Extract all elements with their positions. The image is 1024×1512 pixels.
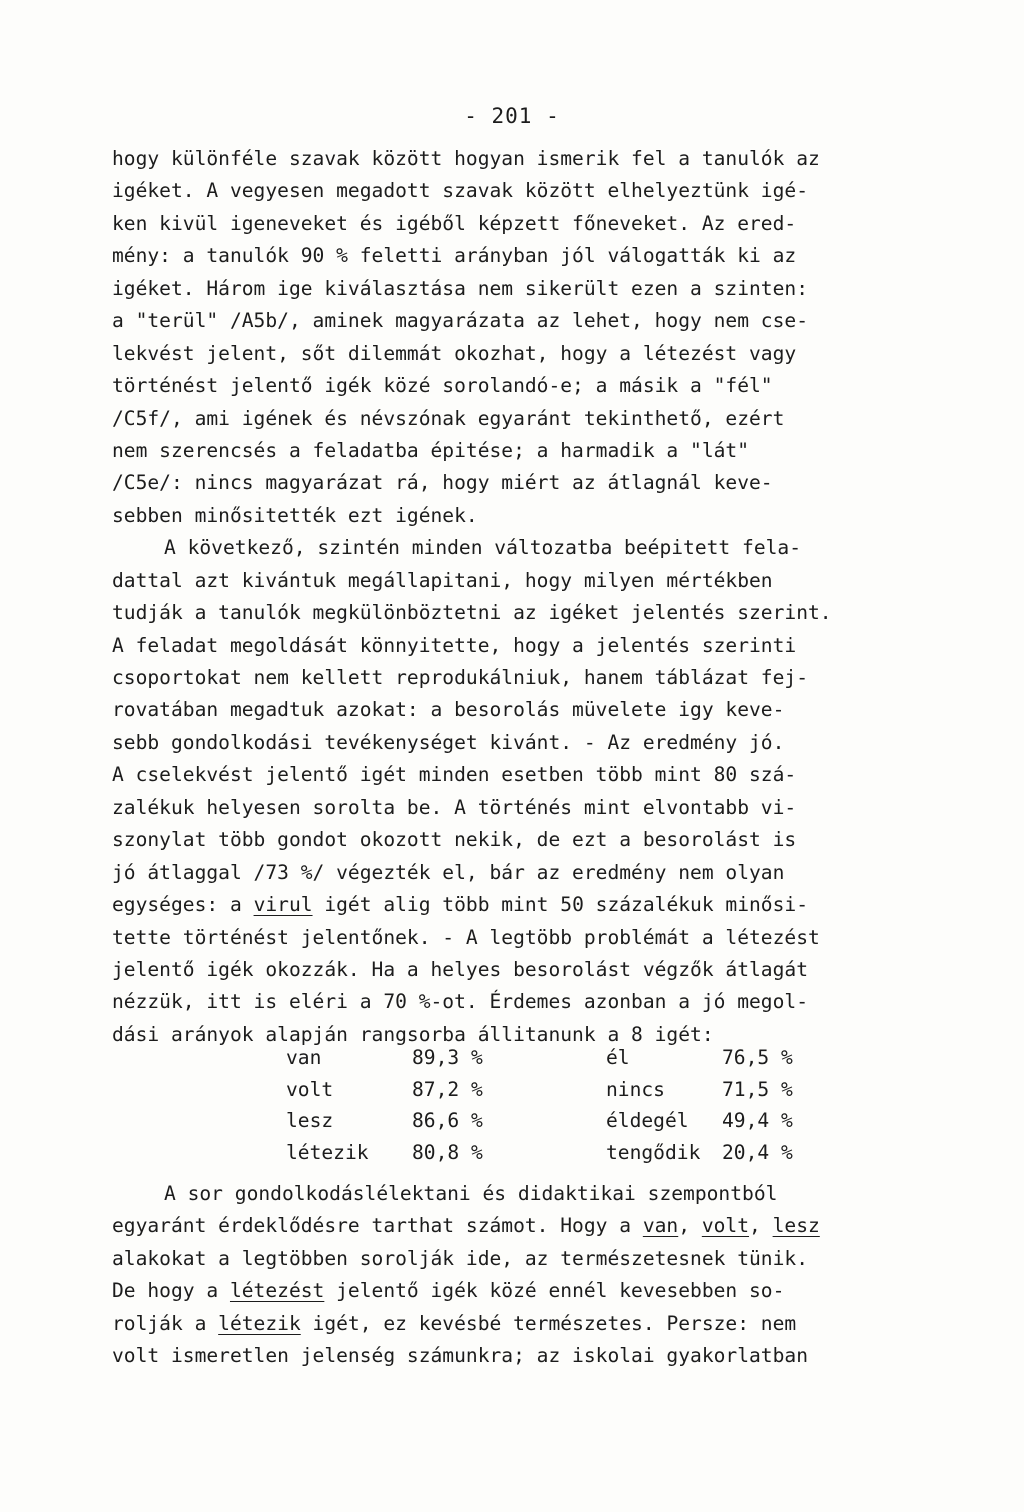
text-line: igéket. Három ige kiválasztása nem sikerült ezen a szinten: — [112, 276, 808, 300]
table-row — [286, 1137, 846, 1169]
text-line: A sor gondolkodáslélektani és didaktikai szempontból — [164, 1182, 778, 1205]
verb-ranking-table — [286, 1042, 846, 1168]
percent-cell: 20,4 % — [722, 1140, 793, 1164]
paragraph-1 — [112, 143, 912, 532]
underlined-word: létezést — [229, 1279, 325, 1303]
text-line: történést jelentő igék közé sorolandó-e; a másik a "fél" — [112, 374, 773, 398]
text-line: A cselekvést jelentő igét minden esetben több mint 80 szá- — [112, 763, 797, 787]
percent-cell: 87,2 % — [412, 1077, 483, 1101]
text-line: tette történést jelentőnek. - A legtöbb problémát a létezést — [112, 925, 820, 949]
underlined-word: lesz — [772, 1214, 820, 1238]
table-row — [286, 1074, 846, 1106]
underlined-word: virul — [253, 893, 313, 917]
text-line: sebben minősitették ezt igének. — [112, 503, 478, 527]
text-line: dattal azt kivántuk megállapitani, hogy milyen mértékben — [112, 568, 773, 592]
underlined-word: volt — [701, 1214, 750, 1238]
text-line: De hogy a létezést jelentő igék közé ennél kevesebben so- — [112, 1279, 785, 1303]
percent-cell: 89,3 % — [412, 1046, 483, 1069]
underlined-word: van — [642, 1214, 679, 1238]
text-line: egységes: a virul igét alig több mint 50 százalékuk minősi- — [112, 893, 808, 917]
paragraph-2 — [112, 532, 912, 1051]
text-line: mény: a tanulók 90 % feletti arányban jól válogatták ki az — [112, 244, 797, 268]
verb-cell: nincs — [606, 1077, 665, 1101]
text-line: rolják a létezik igét, ez kevésbé természetes. Persze: nem — [112, 1311, 797, 1335]
text-line: sebb gondolkodási tevékenységet kivánt. - Az eredmény jó. — [112, 730, 785, 754]
percent-cell: 49,4 % — [722, 1109, 793, 1132]
text-line: zalékuk helyesen sorolta be. A történés mint elvontabb vi- — [112, 795, 797, 819]
verb-cell: van — [286, 1046, 322, 1069]
text-line: csoportokat nem kellett reprodukálniuk, hanem táblázat fej- — [112, 666, 808, 689]
verb-cell: volt — [286, 1077, 334, 1101]
text-line: lekvést jelent, sőt dilemmát okozhat, hogy a létezést vagy — [112, 341, 797, 365]
text-line: tudják a tanulók megkülönböztetni az igéket jelentés szerint. — [112, 601, 832, 625]
text-line: dási arányok alapján rangsorba állitanunk a 8 igét: — [112, 1022, 714, 1046]
percent-cell: 86,6 % — [412, 1109, 483, 1132]
text-line: hogy különféle szavak között hogyan ismerik fel a tanulók az — [112, 147, 820, 170]
verb-cell: éldegél — [606, 1109, 689, 1132]
underlined-word: létezik — [218, 1311, 301, 1335]
verb-cell: lesz — [286, 1109, 334, 1132]
text-line: nézzük, itt is eléri a 70 %-ot. Érdemes azonban a jó megol- — [112, 990, 808, 1014]
paragraph-3 — [112, 1178, 912, 1373]
text-line: ken kivül igeneveket és igéből képzett főneveket. Az ered- — [112, 211, 797, 235]
text-line: A következő, szintén minden változatba beépitett fela- — [164, 536, 802, 560]
text-line: volt ismeretlen jelenség számunkra; az iskolai gyakorlatban — [112, 1344, 808, 1368]
table-row — [286, 1042, 846, 1074]
text-line: igéket. A vegyesen megadott szavak között elhelyeztünk igé- — [112, 179, 808, 203]
verb-cell: él — [606, 1046, 630, 1069]
table-row — [286, 1105, 846, 1137]
text-line: jó átlaggal /73 %/ végezték el, bár az eredmény nem olyan — [112, 860, 785, 884]
percent-cell: 76,5 % — [722, 1046, 793, 1069]
body-text — [112, 143, 912, 1051]
text-line: /C5e/: nincs magyarázat rá, hogy miért az átlagnál keve- — [112, 471, 773, 495]
text-line: a "terül" /A5b/, aminek magyarázata az lehet, hogy nem cse- — [112, 309, 808, 333]
text-line: /C5f/, ami igének és névszónak egyaránt tekinthető, ezért — [112, 406, 785, 430]
percent-cell: 71,5 % — [722, 1077, 793, 1101]
page-number: - 201 - — [464, 104, 560, 128]
text-line: jelentő igék okozzák. Ha a helyes besorolást végzők átlagát — [112, 957, 808, 981]
text-line: alakokat a legtöbben sorolják ide, az természetesnek tünik. — [112, 1246, 808, 1270]
verb-cell: létezik — [286, 1140, 369, 1164]
verb-cell: tengődik — [606, 1140, 701, 1164]
text-line: szonylat több gondot okozott nekik, de ezt a besorolást is — [112, 828, 797, 852]
text-line: rovatában megadtuk azokat: a besorolás müvelete igy keve- — [112, 698, 785, 722]
percent-cell: 80,8 % — [412, 1140, 483, 1164]
text-line: nem szerencsés a feladatba épitése; a harmadik a "lát" — [112, 438, 750, 462]
text-line: A feladat megoldását könnyitette, hogy a jelentés szerinti — [112, 633, 797, 657]
text-line: egyaránt érdeklődésre tarthat számot. Hogy a van, volt, lesz — [112, 1214, 820, 1238]
